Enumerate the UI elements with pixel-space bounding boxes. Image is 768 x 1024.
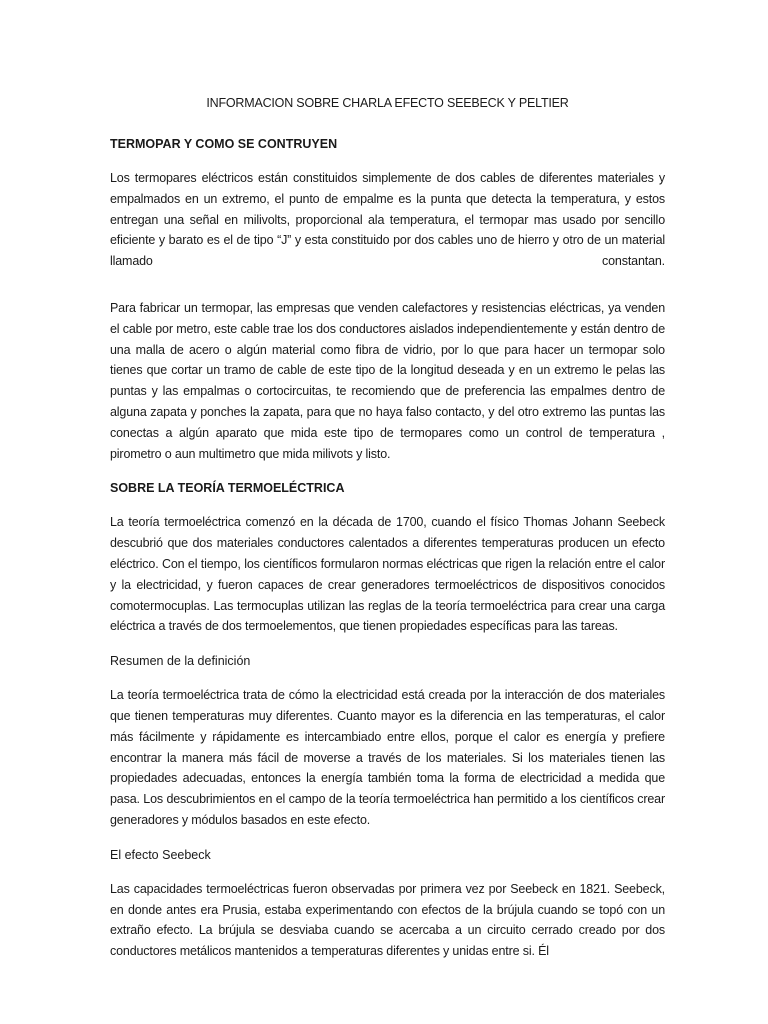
paragraph-resumen-1: La teoría termoeléctrica trata de cómo la electricidad está creada por la interacción de dos materiales que tienen temperaturas muy diferentes. Cuanto mayor es la diferencia en las temperaturas, el calor más fácilmente y rápidamente es intercambiado entre ellos, porque el calor es energía y prefiere encontrar la manera más fácil de moverse a través de los materiales. Si los materiales tienen las propiedades adecuadas, entonces la energía también toma la forma de electricidad a medida que pasa. Los descubrimientos en el campo de la teoría termoeléctrica han permitido a los científicos crear generadores y módulos basados en este efecto. <box>110 688 665 827</box>
paragraph-termopar-2: Para fabricar un termopar, las empresas que venden calefactores y resistencias eléctricas, ya venden el cable por metro, este cable trae los dos conductores aislados independientemente y están dentro de una malla de acero o algún material como fibra de vidrio, por lo que para hacer un termopar solo tienes que cortar un tramo de cable de este tipo de la longitud deseada y en un extremo le pelas las puntas y las empalmas o cortocircuitas, te recomiendo que de preferencia las empalmes dentro de alguna zapata y ponches la zapata, para que no haya falso contacto, y del otro extremo las puntas las conectas a algún aparato que mida este tipo de termopares como un control de temperatura , pirometro o aun multimetro que mida milivots y listo. <box>110 300 665 461</box>
paragraph-spacer <box>110 286 665 298</box>
document-title: INFORMACION SOBRE CHARLA EFECTO SEEBECK Y PELTIER <box>206 96 569 110</box>
paragraph-teoria-1: La teoría termoeléctrica comenzó en la década de 1700, cuando el físico Thomas Johann Seebeck descubrió que dos materiales conductores calentados a diferentes temperaturas producen un efecto eléctrico. Con el tiempo, los científicos formularon normas eléctricas que rigen la relación entre el calor y la electricidad, y fueron capaces de crear generadores termoeléctricos de dispositivos conocidos comotermocuplas. Las termocuplas utilizan las reglas de la teoría termoeléctrica para crear una carga eléctrica a través de dos termoelementos, que tienen propiedades específicas para las tareas. <box>110 515 665 634</box>
paragraph-seebeck-1: Las capacidades termoeléctricas fueron observadas por primera vez por Seebeck en 1821. Seebeck, en donde antes era Prusia, estaba experimentando con efectos de la brújula cuando se topó con un extraño efecto. La brújula se desviaba cuando se acercaba a un circuito cerrado creado por dos conductores metálicos mantenidos a temperaturas diferentes y unidas entre si. Él <box>110 881 665 959</box>
section-heading-teoria: SOBRE LA TEORÍA TERMOELÉCTRICA <box>110 481 345 496</box>
section-heading-seebeck: El efecto Seebeck <box>110 847 211 862</box>
section-heading-resumen: Resumen de la definición <box>110 654 251 669</box>
paragraph-termopar-1: Los termopares eléctricos están constituidos simplemente de dos cables de diferentes materiales y empalmados en un extremo, el punto de empalme es la punta que detecta la temperatura, y estos entregan una señal en milivolts, proporcional ala temperatura, el termopar mas usado por sencillo eficiente y barato es el de tipo “J” y esta constituido por dos cables uno de hierro y otro de un material llamado constantan. <box>110 171 665 269</box>
section-heading-termopar: TERMOPAR Y COMO SE CONTRUYEN <box>110 137 338 151</box>
